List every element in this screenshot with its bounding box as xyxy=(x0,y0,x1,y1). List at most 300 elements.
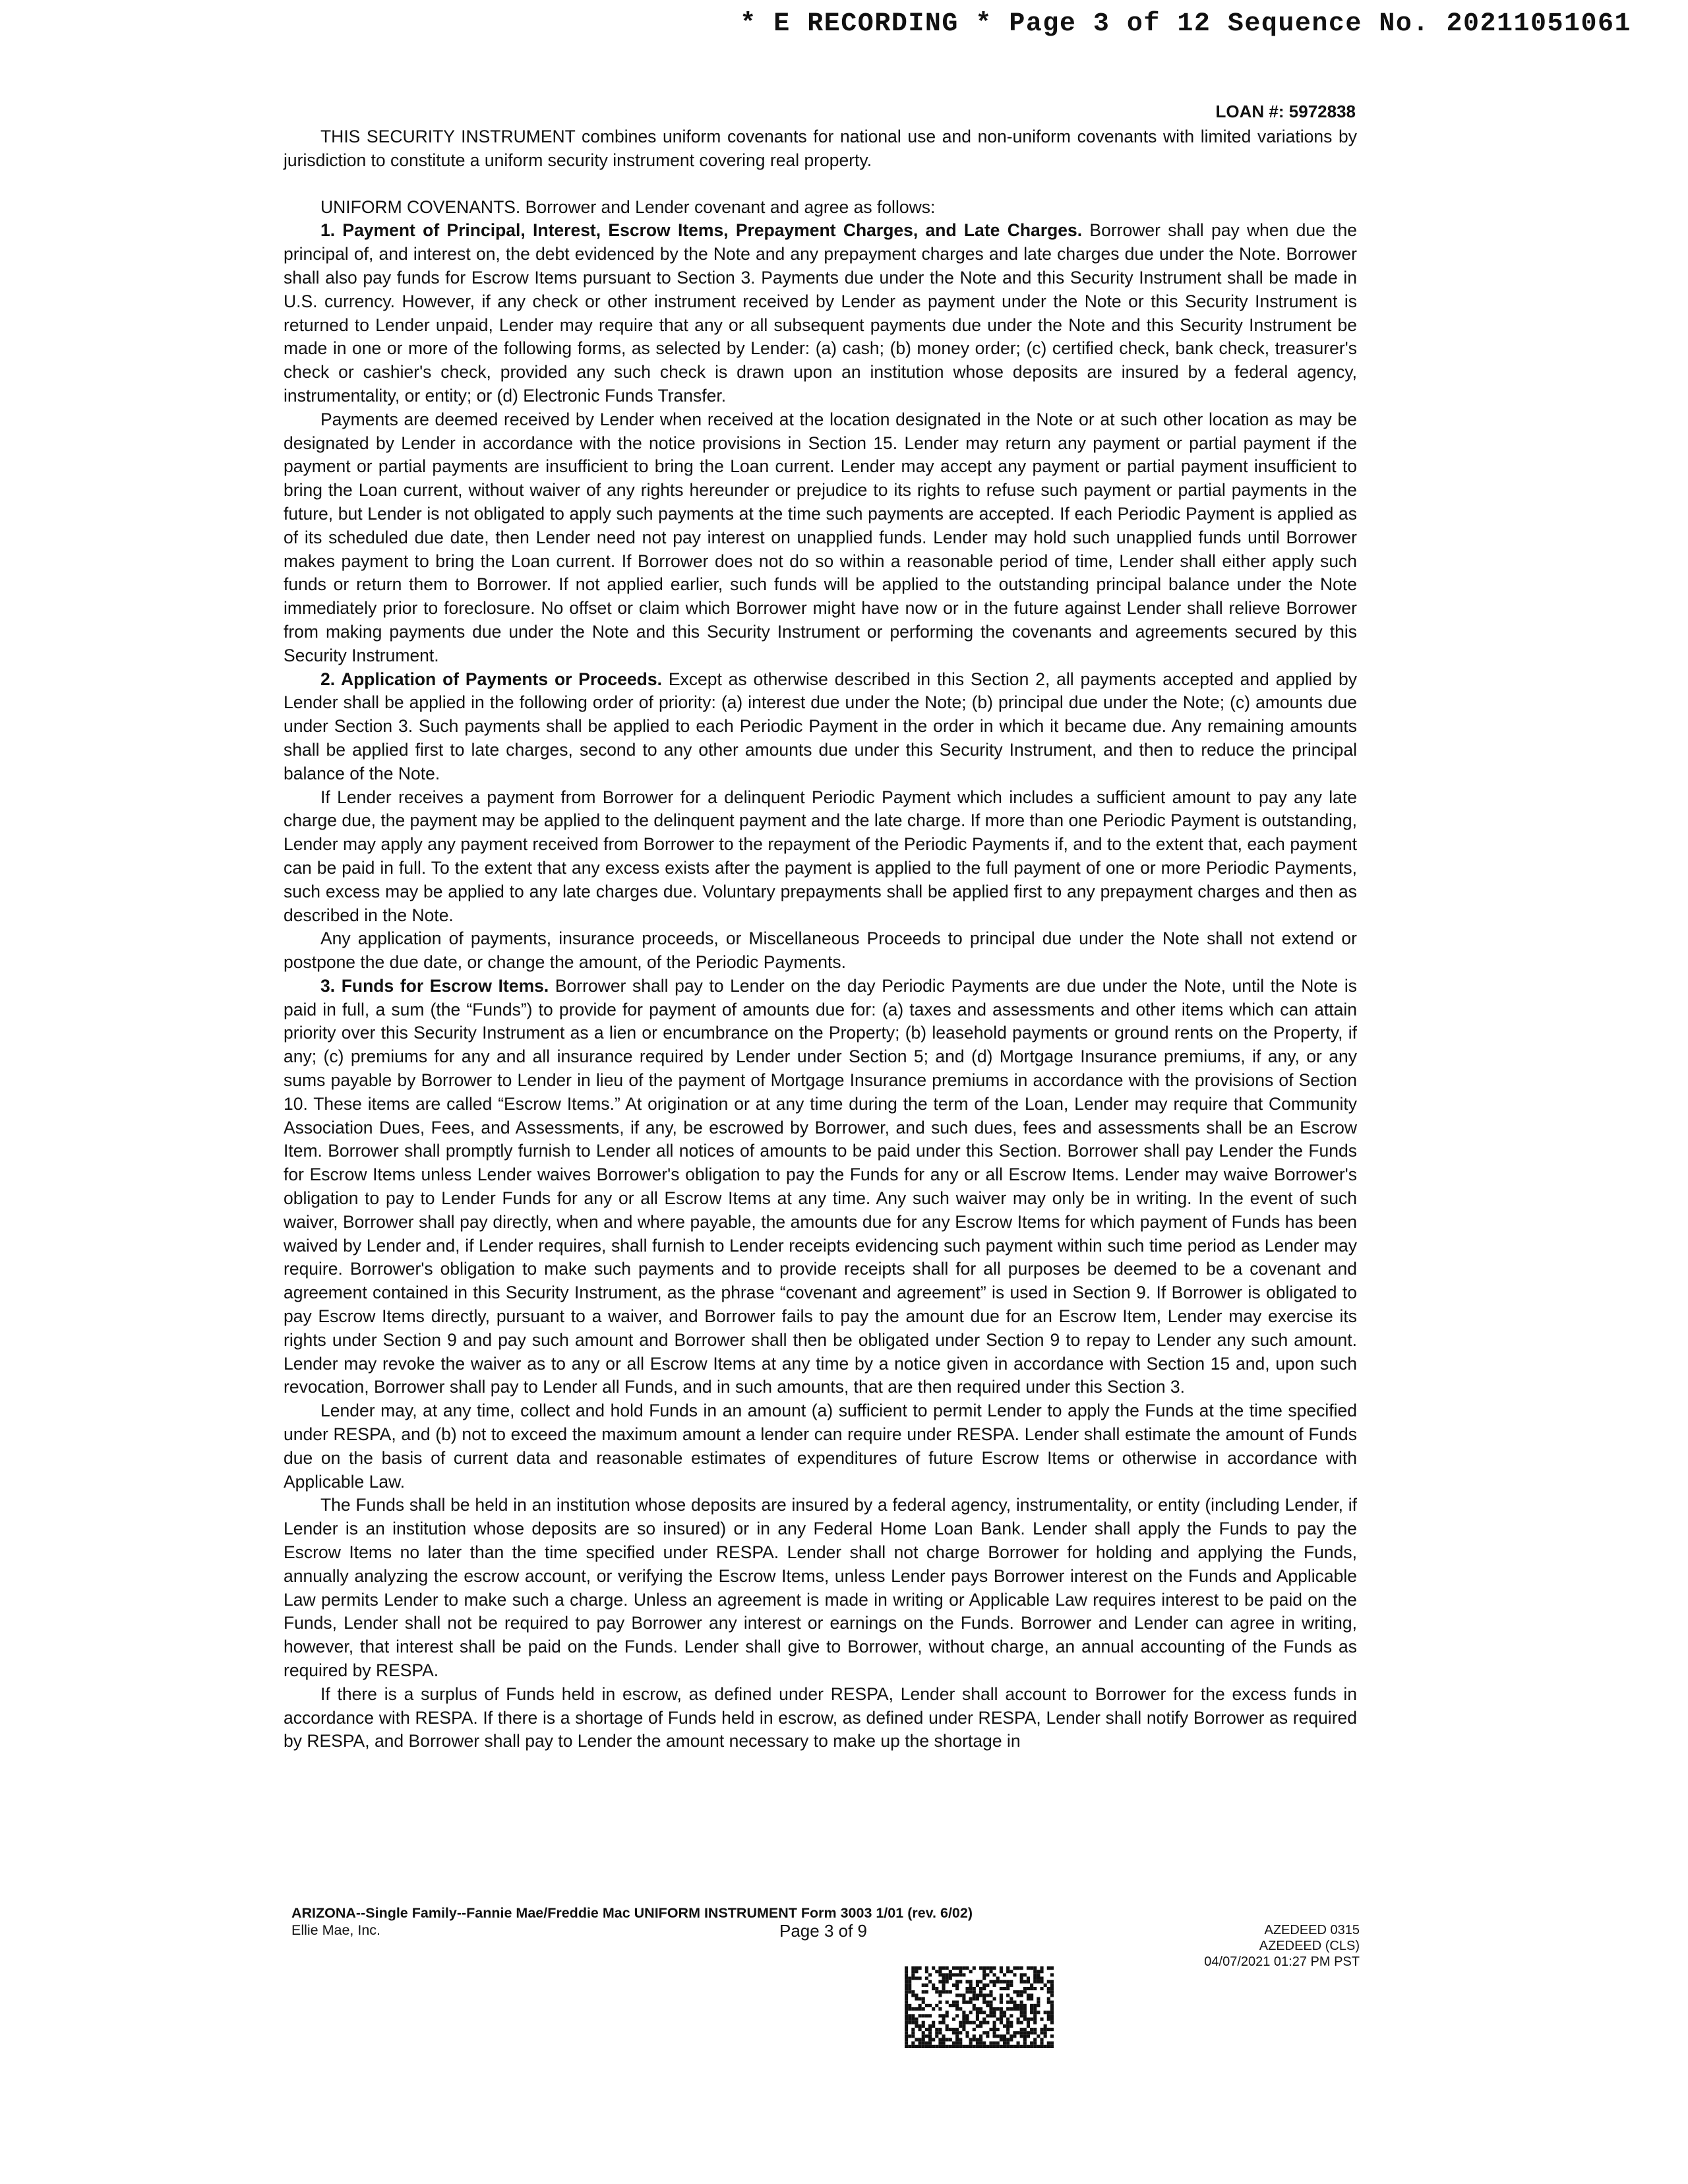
barcode-module xyxy=(993,2014,996,2017)
barcode-module xyxy=(1050,1980,1054,1984)
section-1-paragraph xyxy=(284,219,1357,408)
barcode-module xyxy=(1030,2011,1033,2014)
barcode-module xyxy=(938,1980,942,1984)
barcode-module xyxy=(905,2007,908,2011)
barcode-module xyxy=(1023,2031,1027,2034)
2d-barcode-icon xyxy=(905,1966,1054,2048)
barcode-module xyxy=(1037,2011,1040,2014)
section-2-paragraph-3: Any application of payments, insurance proceeds, or Miscellaneous Proceeds to principal due under the Note shall not extend or postpone the due date, or change the amount, of the Periodic Payments. xyxy=(284,928,1357,973)
barcode-module xyxy=(928,2038,932,2042)
barcode-module xyxy=(1023,2028,1027,2031)
barcode-module xyxy=(1017,2007,1020,2011)
barcode-module xyxy=(1050,2004,1054,2007)
barcode-module xyxy=(1013,2007,1016,2011)
barcode-module xyxy=(969,2045,973,2048)
barcode-module xyxy=(973,2007,976,2011)
barcode-module xyxy=(911,2045,915,2048)
barcode-module xyxy=(982,1970,986,1973)
barcode-module xyxy=(1020,1966,1023,1970)
barcode-module xyxy=(982,2011,986,2014)
barcode-module xyxy=(935,1970,938,1973)
barcode-module xyxy=(905,2038,908,2042)
barcode-module xyxy=(938,2045,942,2048)
barcode-module xyxy=(1037,2001,1040,2004)
barcode-module xyxy=(1000,1997,1003,2001)
barcode-module xyxy=(1050,1987,1054,1990)
barcode-module xyxy=(928,2014,932,2017)
barcode-module xyxy=(996,1980,1000,1984)
barcode-module xyxy=(911,2028,915,2031)
barcode-module xyxy=(1020,2028,1023,2031)
barcode-module xyxy=(922,2031,925,2034)
barcode-module xyxy=(942,1987,946,1990)
barcode-module xyxy=(1017,1990,1020,1993)
barcode-module xyxy=(919,2028,922,2031)
barcode-module xyxy=(976,1997,979,2001)
barcode-module xyxy=(1030,2042,1033,2045)
barcode-module xyxy=(908,2034,911,2038)
barcode-module xyxy=(1003,2011,1006,2014)
barcode-module xyxy=(946,2038,949,2042)
barcode-module xyxy=(925,1990,928,1993)
barcode-module xyxy=(905,2004,908,2007)
barcode-module xyxy=(905,2014,908,2017)
barcode-module xyxy=(993,2042,996,2045)
barcode-module xyxy=(911,2007,915,2011)
barcode-module xyxy=(973,1966,976,1970)
barcode-module xyxy=(955,1973,959,1976)
barcode-module xyxy=(938,2014,942,2017)
barcode-module xyxy=(915,2045,918,2048)
barcode-module xyxy=(1006,2007,1010,2011)
barcode-module xyxy=(955,2028,959,2031)
barcode-module xyxy=(1023,2011,1027,2014)
barcode-module xyxy=(922,2042,925,2045)
barcode-module xyxy=(915,1997,918,2001)
barcode-module xyxy=(949,1970,952,1973)
barcode-module xyxy=(1017,1966,1020,1970)
barcode-module xyxy=(1044,2034,1047,2038)
barcode-module xyxy=(952,1984,955,1987)
barcode-module xyxy=(942,2034,946,2038)
barcode-module xyxy=(1017,2031,1020,2034)
section-3-paragraph xyxy=(284,975,1357,1399)
barcode-module xyxy=(949,2038,952,2042)
barcode-module xyxy=(946,2001,949,2004)
barcode-module xyxy=(1006,2024,1010,2028)
barcode-module xyxy=(935,2034,938,2038)
barcode-module xyxy=(989,2004,992,2007)
barcode-module xyxy=(1027,1993,1030,1997)
barcode-module xyxy=(1003,2045,1006,2048)
barcode-module xyxy=(1044,2031,1047,2034)
barcode-module xyxy=(959,1970,962,1973)
barcode-module xyxy=(962,2045,965,2048)
barcode-module xyxy=(942,2018,946,2021)
barcode-module xyxy=(1006,2028,1010,2031)
section-3-paragraph-3: The Funds shall be held in an institution whose deposits are insured by a federal agency, instrumentality, or entity (including Lender, if Lender is an institution whose deposits are so insured) or in any Federal Home Loan Bank. Lender shall apply the Funds to pay the Escrow Items no later than the time specified under RESPA. Lender shall not charge Borrower for holding and applying the Funds, annually analyzing the escrow account, or verifying the Escrow Items, unless Lender pays Borrower interest on the Funds and Applicable Law permits Lender to make such a charge. Unless an agreement is made in writing or Applicable Law requires interest to be paid on the Funds, Lender shall not be required to pay Borrower any interest or earnings on the Funds. Borrower and Lender can agree in writing, however, that interest shall be paid on the Funds. Lender shall give to Borrower, without charge, an annual accounting of the Funds as required by RESPA. xyxy=(284,1495,1357,1680)
barcode-module xyxy=(1023,2007,1027,2011)
barcode-module xyxy=(919,2007,922,2011)
barcode-module xyxy=(1050,1993,1054,1997)
barcode-module xyxy=(952,2004,955,2007)
barcode-module xyxy=(965,2045,969,2048)
barcode-module xyxy=(955,2004,959,2007)
barcode-module xyxy=(989,2007,992,2011)
barcode-module xyxy=(919,2042,922,2045)
barcode-module xyxy=(962,2011,965,2014)
barcode-module xyxy=(959,2038,962,2042)
barcode-module xyxy=(965,1987,969,1990)
barcode-module xyxy=(1033,2018,1037,2021)
barcode-module xyxy=(925,1966,928,1970)
barcode-module xyxy=(1044,2028,1047,2031)
barcode-module xyxy=(932,2024,935,2028)
barcode-module xyxy=(986,2045,989,2048)
barcode-module xyxy=(928,2028,932,2031)
barcode-module xyxy=(962,2018,965,2021)
barcode-module xyxy=(942,1990,946,1993)
barcode-module xyxy=(928,2031,932,2034)
barcode-module xyxy=(938,2001,942,2004)
barcode-module xyxy=(993,2024,996,2028)
barcode-module xyxy=(973,2028,976,2031)
barcode-module xyxy=(969,2038,973,2042)
barcode-module xyxy=(955,2042,959,2045)
barcode-module xyxy=(962,1997,965,2001)
barcode-module xyxy=(946,2045,949,2048)
barcode-module xyxy=(993,2045,996,2048)
barcode-module xyxy=(982,1987,986,1990)
barcode-module xyxy=(1033,1980,1037,1984)
barcode-module xyxy=(928,2034,932,2038)
barcode-module xyxy=(1033,2007,1037,2011)
barcode-module xyxy=(1050,2034,1054,2038)
barcode-module xyxy=(915,2021,918,2024)
barcode-module xyxy=(1013,2034,1016,2038)
barcode-module xyxy=(959,1980,962,1984)
barcode-module xyxy=(905,2034,908,2038)
barcode-module xyxy=(946,1980,949,1984)
barcode-module xyxy=(1020,1973,1023,1976)
barcode-module xyxy=(938,1970,942,1973)
barcode-module xyxy=(979,1980,982,1984)
barcode-module xyxy=(946,1990,949,1993)
barcode-module xyxy=(1023,2004,1027,2007)
barcode-module xyxy=(1030,2018,1033,2021)
barcode-module xyxy=(1050,2007,1054,2011)
barcode-module xyxy=(1013,2031,1016,2034)
barcode-module xyxy=(946,1973,949,1976)
barcode-module xyxy=(962,1973,965,1976)
barcode-module xyxy=(1010,2045,1013,2048)
barcode-module xyxy=(932,1984,935,1987)
barcode-module xyxy=(1017,2021,1020,2024)
barcode-module xyxy=(1006,2038,1010,2042)
barcode-module xyxy=(949,2028,952,2031)
barcode-module xyxy=(952,2042,955,2045)
barcode-module xyxy=(1044,1984,1047,1987)
barcode-module xyxy=(996,2034,1000,2038)
barcode-module xyxy=(993,1997,996,2001)
barcode-module xyxy=(908,2045,911,2048)
barcode-module xyxy=(1000,2018,1003,2021)
barcode-module xyxy=(1010,1980,1013,1984)
barcode-module xyxy=(1013,2004,1016,2007)
section-2-text: Except as otherwise described in this Section 2, all payments accepted and applied by Lender shall be applied in the following order of priority: (a) interest due under the Note; (b) principal due under the Note; (c) amounts due under Section 3. Such payments shall be applied to each Periodic Payment in the order in which it became due. Any remaining amounts shall be applied first to late charges, second to any other amounts due under this Security Instrument, and then to reduce the principal balance of the Note. xyxy=(284,669,1357,783)
barcode-module xyxy=(959,1966,962,1970)
loan-number: LOAN #: 5972838 xyxy=(1215,102,1356,121)
barcode-module xyxy=(993,1966,996,1970)
barcode-module xyxy=(1044,2011,1047,2014)
barcode-module xyxy=(986,1973,989,1976)
barcode-module xyxy=(1023,2042,1027,2045)
barcode-module xyxy=(905,1966,908,1970)
barcode-module xyxy=(935,1987,938,1990)
barcode-module xyxy=(1030,2045,1033,2048)
barcode-module xyxy=(905,2001,908,2004)
barcode-module xyxy=(1050,2028,1054,2031)
barcode-module xyxy=(932,2038,935,2042)
barcode-module xyxy=(1050,2014,1054,2017)
barcode-module xyxy=(938,2042,942,2045)
barcode-module xyxy=(1020,2021,1023,2024)
barcode-module xyxy=(1006,2001,1010,2004)
barcode-module xyxy=(955,2014,959,2017)
barcode-module xyxy=(942,1984,946,1987)
barcode-module xyxy=(925,1984,928,1987)
barcode-module xyxy=(935,2045,938,2048)
barcode-module xyxy=(1006,1993,1010,1997)
barcode-module xyxy=(925,2034,928,2038)
barcode-module xyxy=(1037,1997,1040,2001)
barcode-module xyxy=(1020,2004,1023,2007)
barcode-module xyxy=(915,1966,918,1970)
barcode-module xyxy=(993,2021,996,2024)
barcode-module xyxy=(922,2024,925,2028)
barcode-module xyxy=(915,1977,918,1980)
barcode-module xyxy=(989,2014,992,2017)
form-title: ARIZONA--Single Family--Fannie Mae/Freddie Mac UNIFORM INSTRUMENT Form 3003 1/01 (rev. 6/02) xyxy=(291,1905,973,1921)
barcode-module xyxy=(976,2024,979,2028)
barcode-module xyxy=(982,2001,986,2004)
barcode-module xyxy=(1023,2045,1027,2048)
barcode-module xyxy=(989,1980,992,1984)
barcode-module xyxy=(979,1993,982,1997)
barcode-module xyxy=(908,2014,911,2017)
barcode-module xyxy=(952,2001,955,2004)
barcode-module xyxy=(925,2014,928,2017)
barcode-module xyxy=(1027,2034,1030,2038)
barcode-module xyxy=(1050,2001,1054,2004)
barcode-module xyxy=(993,1984,996,1987)
barcode-module xyxy=(925,1977,928,1980)
barcode-module xyxy=(919,1966,922,1970)
barcode-module xyxy=(993,2028,996,2031)
barcode-module xyxy=(1040,1980,1043,1984)
barcode-module xyxy=(1033,2038,1037,2042)
barcode-module xyxy=(959,1973,962,1976)
barcode-module xyxy=(969,1980,973,1984)
barcode-module xyxy=(982,1977,986,1980)
barcode-module xyxy=(1033,2011,1037,2014)
barcode-module xyxy=(965,1990,969,1993)
barcode-module xyxy=(1033,2031,1037,2034)
barcode-module xyxy=(976,2007,979,2011)
barcode-module xyxy=(1027,1980,1030,1984)
barcode-module xyxy=(1023,2038,1027,2042)
barcode-module xyxy=(979,2045,982,2048)
barcode-module xyxy=(1020,2007,1023,2011)
barcode-module xyxy=(1006,2031,1010,2034)
barcode-module xyxy=(922,2038,925,2042)
barcode-module xyxy=(993,2034,996,2038)
barcode-module xyxy=(1050,2042,1054,2045)
section-3-paragraph-2: Lender may, at any time, collect and hold Funds in an amount (a) sufficient to permit Lender to apply the Funds at the time specified under RESPA, and (b) not to exceed the maximum amount a lender can require under RESPA. Lender shall estimate the amount of Funds due on the basis of current data and reasonable estimates of expenditures of future Escrow Items or otherwise in accordance with Applicable Law. xyxy=(284,1401,1357,1492)
barcode-module xyxy=(996,2007,1000,2011)
barcode-module xyxy=(911,2018,915,2021)
barcode-module xyxy=(1027,2024,1030,2028)
barcode-module xyxy=(1047,1980,1050,1984)
barcode-module xyxy=(1000,2011,1003,2014)
barcode-module xyxy=(932,1987,935,1990)
barcode-module xyxy=(965,2018,969,2021)
barcode-module xyxy=(1047,1966,1050,1970)
barcode-module xyxy=(1040,2045,1043,2048)
barcode-module xyxy=(969,2021,973,2024)
barcode-module xyxy=(938,2031,942,2034)
barcode-module xyxy=(1040,1966,1043,1970)
barcode-module xyxy=(922,2007,925,2011)
barcode-module xyxy=(1020,2001,1023,2004)
barcode-module xyxy=(993,2011,996,2014)
barcode-module xyxy=(905,2042,908,2045)
barcode-module xyxy=(1040,2028,1043,2031)
barcode-module xyxy=(942,1973,946,1976)
barcode-module xyxy=(1010,2007,1013,2011)
barcode-module xyxy=(938,1990,942,1993)
barcode-module xyxy=(905,1993,908,1997)
barcode-module xyxy=(1047,2014,1050,2017)
barcode-module xyxy=(1050,2011,1054,2014)
barcode-module xyxy=(1003,1973,1006,1976)
barcode-module xyxy=(1020,2014,1023,2017)
barcode-module xyxy=(1033,1966,1037,1970)
barcode-module xyxy=(952,2031,955,2034)
barcode-module xyxy=(979,2024,982,2028)
barcode-module xyxy=(928,2024,932,2028)
section-1-paragraph-2: Payments are deemed received by Lender when received at the location designated in the Note or at such other location as may be designated by Lender in accordance with the notice provisions in Section 15. Lender may return any payment or partial payment if the payment or partial payments are insufficient to bring the Loan current. Lender may accept any payment or partial payment insufficient to bring the Loan current, without waiver of any rights hereunder or prejudice to its rights to refuse such payment or partial payments in the future, but Lender is not obligated to apply such payments at the time such payments are accepted. If each Periodic Payment is applied as of its scheduled due date, then Lender need not pay interest on unapplied funds. Lender may hold such unapplied funds until Borrower makes payment to bring the Loan current. If Borrower does not do so within a reasonable period of time, Lender shall either apply such funds or return them to Borrower. If not applied earlier, such funds will be applied to the outstanding principal balance under the Note immediately prior to foreclosure. No offset or claim which Borrower might have now or in the future against Lender shall relieve Borrower from making payments due under the Note and this Security Instrument or performing the covenants and agreements secured by this Security Instrument. xyxy=(284,409,1357,665)
barcode-module xyxy=(911,1973,915,1976)
form-code-1: AZEDEED 0315 xyxy=(1264,1923,1360,1937)
barcode-module xyxy=(955,2038,959,2042)
barcode-module xyxy=(905,1984,908,1987)
barcode-module xyxy=(1027,1966,1030,1970)
barcode-module xyxy=(1023,1980,1027,1984)
barcode-module xyxy=(1030,2004,1033,2007)
barcode-module xyxy=(1044,2024,1047,2028)
barcode-module xyxy=(1050,1984,1054,1987)
barcode-module xyxy=(1027,2031,1030,2034)
barcode-module xyxy=(952,2018,955,2021)
barcode-module xyxy=(1020,1990,1023,1993)
section-1-text: Borrower shall pay when due the principal of, and interest on, the debt evidenced by the Note and any prepayment charges and late charges due under the Note. Borrower shall also pay funds for Escrow Items pursuant to Section 3. Payments due under the Note and this Security Instrument shall be made in U.S. currency. However, if any check or other instrument received by Lender as payment under the Note or this Security Instrument is returned to Lender unpaid, Lender may require that any or all subsequent payments due under the Note and this Security Instrument be made in one or more of the following forms, as selected by Lender: (a) cash; (b) money order; (c) certified check, bank check, treasurer's check or cashier's check, provided any such check is drawn upon an institution whose deposits are insured by a federal agency, instrumentality, or entity; or (d) Electronic Funds Transfer. xyxy=(284,220,1357,406)
barcode-module xyxy=(1047,2028,1050,2031)
barcode-module xyxy=(1050,1973,1054,1976)
barcode-module xyxy=(1023,2018,1027,2021)
barcode-module xyxy=(969,1970,973,1973)
barcode-module xyxy=(908,1987,911,1990)
barcode-module xyxy=(922,1990,925,1993)
barcode-module xyxy=(976,1984,979,1987)
barcode-module xyxy=(1033,2021,1037,2024)
barcode-module xyxy=(965,1980,969,1984)
barcode-module xyxy=(905,1990,908,1993)
barcode-module xyxy=(905,1987,908,1990)
barcode-module xyxy=(1000,2045,1003,2048)
barcode-module xyxy=(979,1987,982,1990)
section-2-heading: 2. Application of Payments or Proceeds. xyxy=(320,669,662,689)
barcode-module xyxy=(915,1993,918,1997)
barcode-module xyxy=(1003,2034,1006,2038)
barcode-module xyxy=(919,2014,922,2017)
barcode-module xyxy=(973,2021,976,2024)
barcode-module xyxy=(1006,2045,1010,2048)
section-2-paragraph-2: If Lender receives a payment from Borrower for a delinquent Periodic Payment which includes a sufficient amount to pay any late charge due, the payment may be applied to the delinquent payment and the late charge. If more than one Periodic Payment is outstanding, Lender may apply any payment received from Borrower to the repayment of the Periodic Payments if, and to the extent that, each payment can be paid in full. To the extent that any excess exists after the payment is applied to the full payment of one or more Periodic Payments, such excess may be applied to any late charges due. Voluntary prepayments shall be applied first to any prepayment charges and then as described in the Note. xyxy=(284,787,1357,925)
barcode-module xyxy=(1000,1970,1003,1973)
barcode-module xyxy=(908,1980,911,1984)
barcode-module xyxy=(1030,1966,1033,1970)
barcode-module xyxy=(925,2042,928,2045)
barcode-module xyxy=(1010,1984,1013,1987)
barcode-module xyxy=(1033,2045,1037,2048)
barcode-module xyxy=(911,1966,915,1970)
barcode-module xyxy=(905,2021,908,2024)
form-codes xyxy=(1204,1922,1360,1970)
barcode-module xyxy=(925,2045,928,2048)
barcode-module xyxy=(938,1993,942,1997)
barcode-module xyxy=(976,1993,979,1997)
barcode-module xyxy=(979,2042,982,2045)
barcode-module xyxy=(932,2021,935,2024)
barcode-module xyxy=(969,1984,973,1987)
barcode-module xyxy=(989,2042,992,2045)
barcode-module xyxy=(922,2014,925,2017)
barcode-module xyxy=(905,2018,908,2021)
barcode-module xyxy=(919,2038,922,2042)
barcode-module xyxy=(1027,1997,1030,2001)
barcode-module xyxy=(959,2045,962,2048)
barcode-module xyxy=(1013,2001,1016,2004)
barcode-module xyxy=(1013,1990,1016,1993)
barcode-module xyxy=(955,1980,959,1984)
barcode-module xyxy=(1047,2042,1050,2045)
barcode-module xyxy=(955,2007,959,2011)
barcode-module xyxy=(942,2021,946,2024)
barcode-module xyxy=(946,2024,949,2028)
barcode-module xyxy=(1013,2045,1016,2048)
barcode-module xyxy=(1020,1977,1023,1980)
barcode-module xyxy=(1040,2018,1043,2021)
barcode-module xyxy=(1030,1984,1033,1987)
barcode-module xyxy=(1010,2024,1013,2028)
barcode-module xyxy=(986,1993,989,1997)
barcode-module xyxy=(1027,2021,1030,2024)
barcode-module xyxy=(993,1980,996,1984)
barcode-module xyxy=(915,2038,918,2042)
barcode-module xyxy=(1000,2021,1003,2024)
barcode-module xyxy=(973,2004,976,2007)
